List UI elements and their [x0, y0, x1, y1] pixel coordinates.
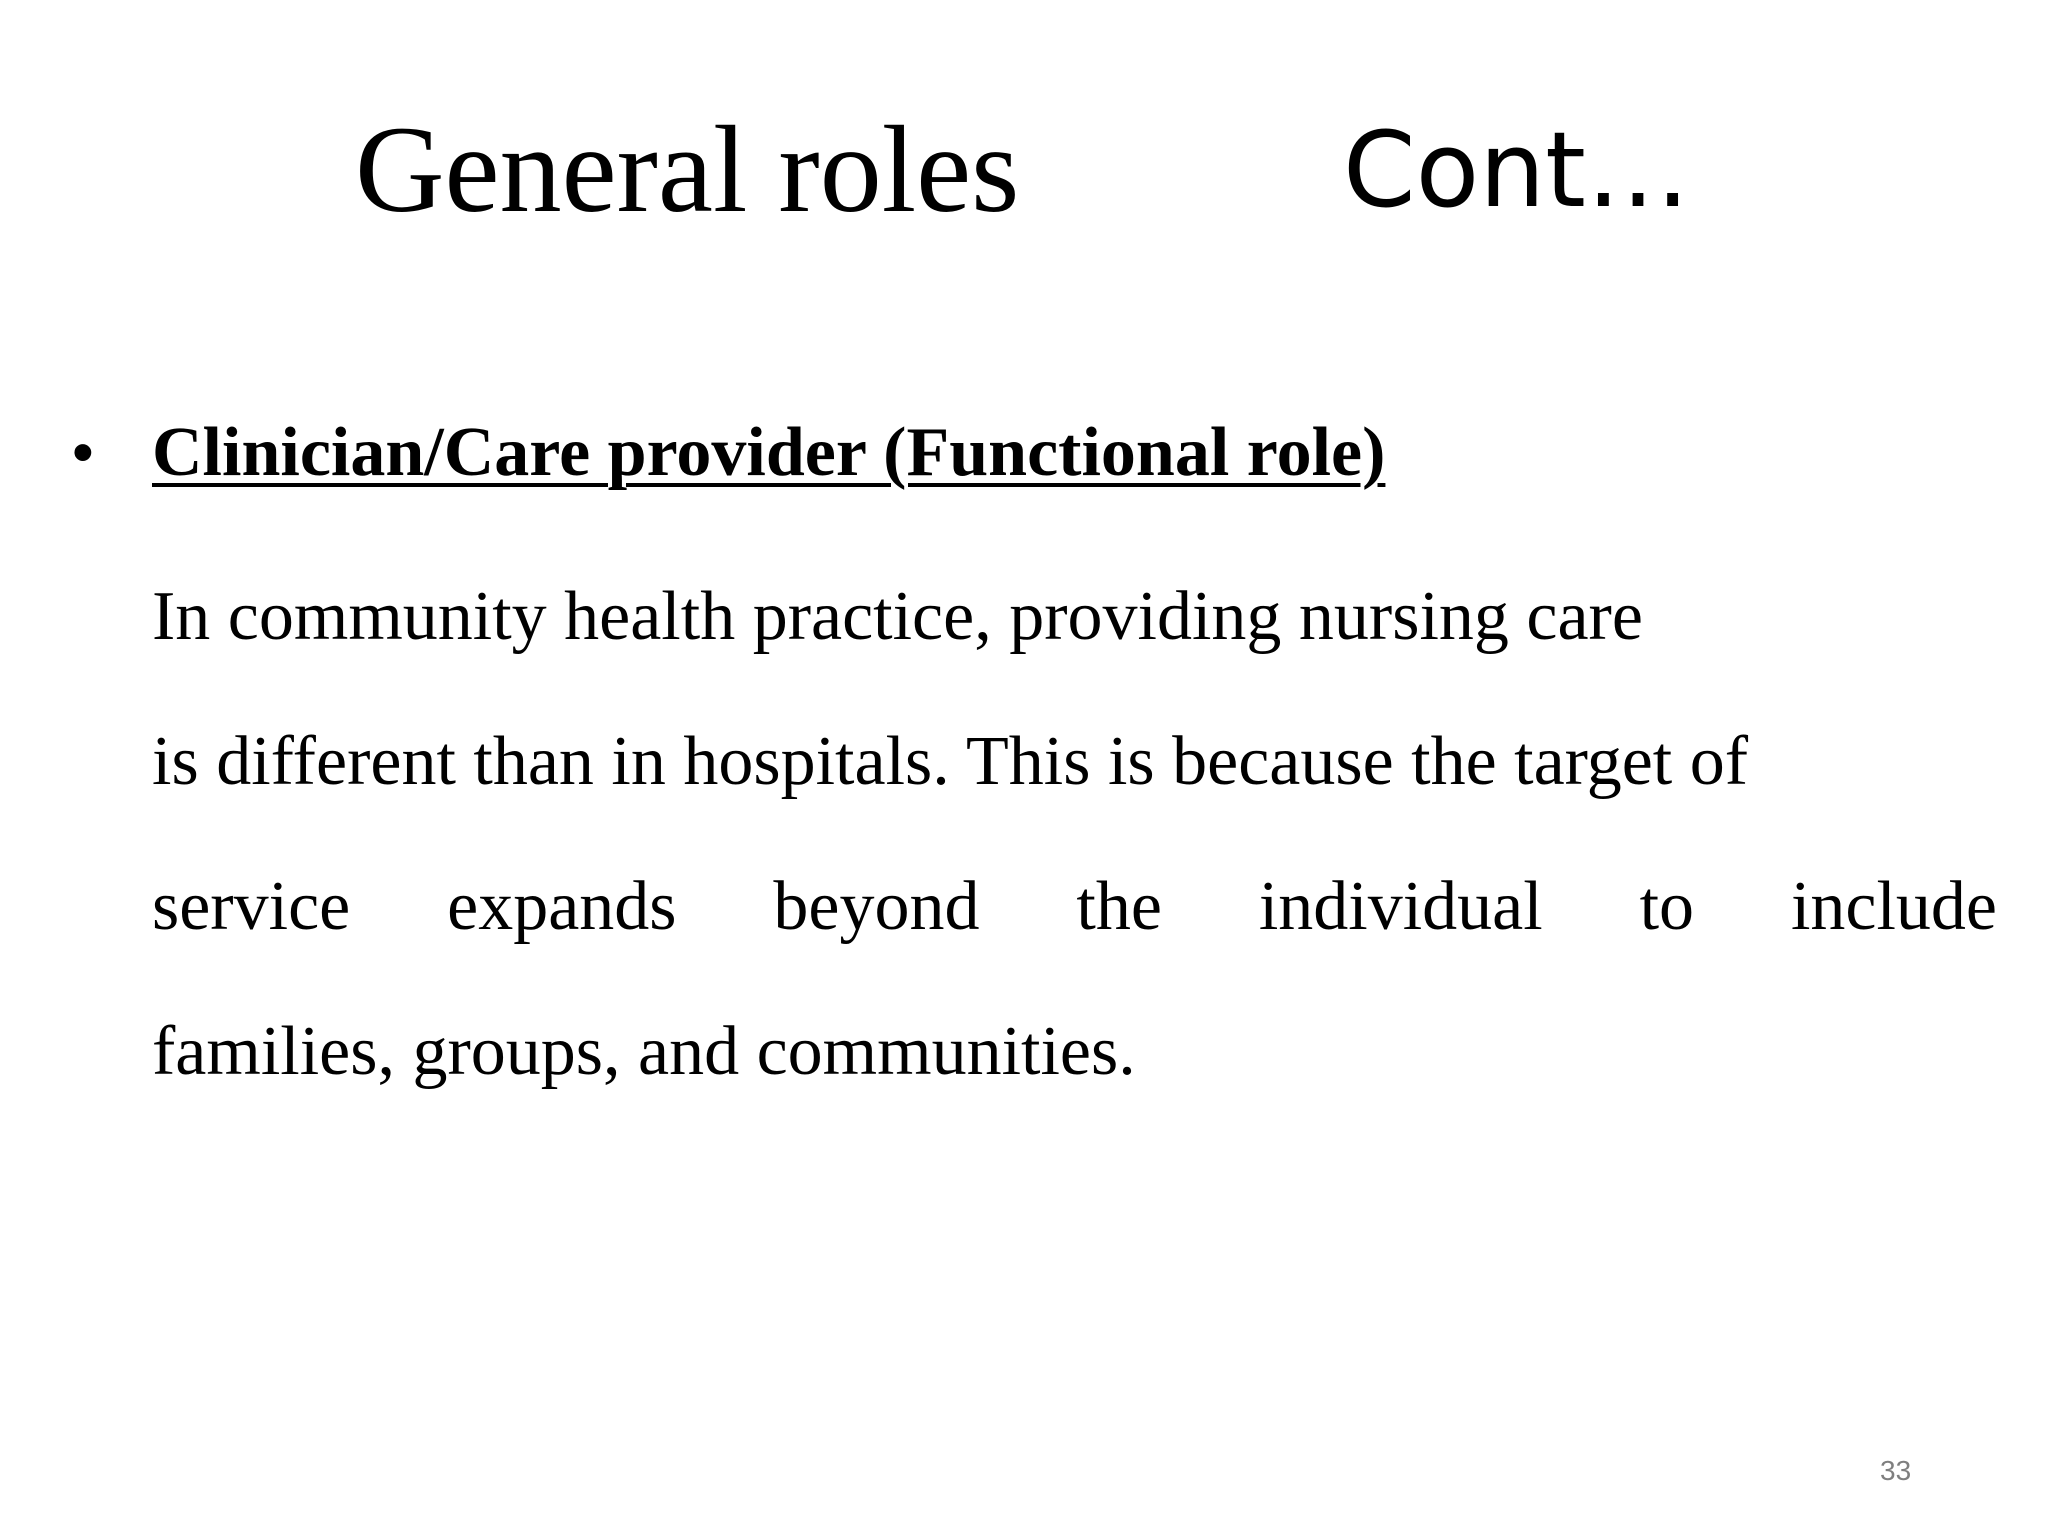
page-number: 33 — [1880, 1455, 1912, 1486]
body-line-4: families, groups, and communities. — [152, 1013, 1136, 1090]
bullet-icon: • — [72, 418, 94, 487]
slide-title-text: General roles — [355, 101, 1020, 238]
body-line-3: service expands beyond the individual to include — [152, 868, 1997, 945]
body-line-2: is different than in hospitals. This is because the target of — [152, 723, 1749, 800]
slide-title-continued: Cont… — [1343, 109, 1690, 231]
bullet-heading: Clinician/Care provider (Functional role) — [152, 414, 1386, 491]
body-line-1: In community health practice, providing nursing care — [152, 578, 1643, 655]
